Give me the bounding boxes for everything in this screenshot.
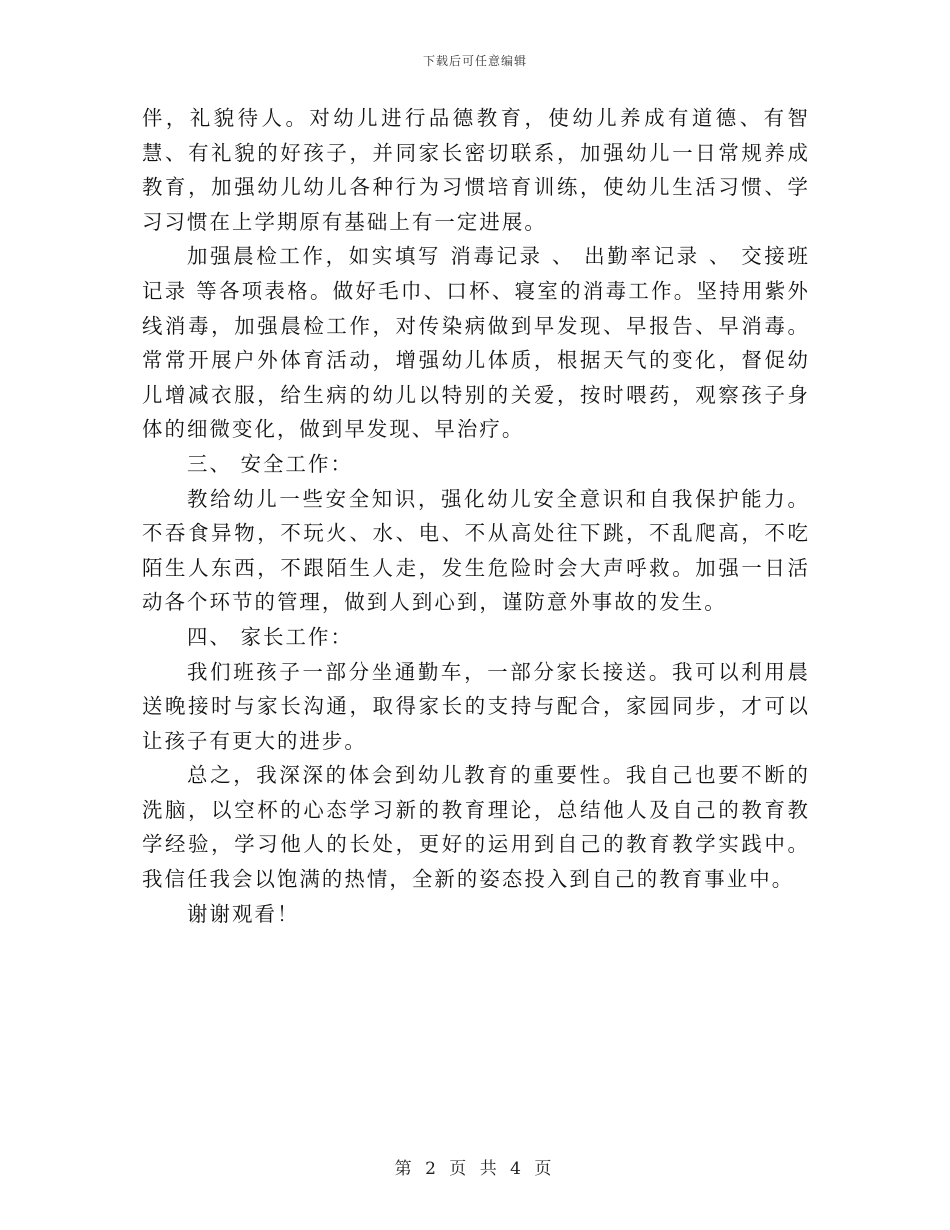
section-heading-parents: 四、 家长工作： bbox=[187, 624, 354, 649]
paragraph-continuation: 伴，礼貌待人。对幼儿进行品德教育，使幼儿养成有道德、有智慧、有礼貌的好孩子，并同家长密切联系，加强幼儿一日常规养成教育，加强幼儿幼儿各种行为习惯培育训练，使幼儿生活习惯、学习习惯在上学期原有基础上有一定进展。 bbox=[142, 106, 810, 234]
page-footer: 第 2 页 共 4 页 bbox=[394, 1159, 556, 1179]
paragraph-morning-check: 加强晨检工作，如实填写 消毒记录 、 出勤率记录 、 交接班记录 等各项表格。做好毛巾、口杯、寝室的消毒工作。坚持用紫外线消毒，加强晨检工作，对传染病做到早发现、早报告、早消毒。常常开展户外体育活动，增强幼儿体质，根据天气的变化，督促幼儿增减衣服，给生病的幼儿以特别的关爱，按时喂药，观察孩子身体的细微变化，做到早发现、早治疗。 bbox=[142, 244, 810, 442]
section-heading-safety: 三、 安全工作： bbox=[187, 451, 354, 476]
paragraph-parents: 我们班孩子一部分坐通勤车，一部分家长接送。我可以利用晨送晚接时与家长沟通，取得家长的支持与配合，家园同步，才可以让孩子有更大的进步。 bbox=[142, 659, 810, 753]
paragraph-summary: 总之，我深深的体会到幼儿教育的重要性。我自己也要不断的洗脑，以空杯的心态学习新的教育理论，总结他人及自己的教育教学经验，学习他人的长处，更好的运用到自己的教育教学实践中。我信任我会以饱满的热情，全新的姿态投入到自己的教育事业中。 bbox=[142, 763, 810, 892]
document-body bbox=[142, 101, 810, 931]
page-header: 下载后可任意编辑 bbox=[422, 54, 527, 68]
paragraph-safety: 教给幼儿一些安全知识，强化幼儿安全意识和自我保护能力。不吞食异物，不玩火、水、电、不从高处往下跳，不乱爬高，不吃陌生人东西，不跟陌生人走，发生危险时会大声呼救。加强一日活动各个环节的管理，做到人到心到，谨防意外事故的发生。 bbox=[142, 486, 810, 615]
paragraph-thanks: 谢谢观看！ bbox=[187, 901, 300, 926]
